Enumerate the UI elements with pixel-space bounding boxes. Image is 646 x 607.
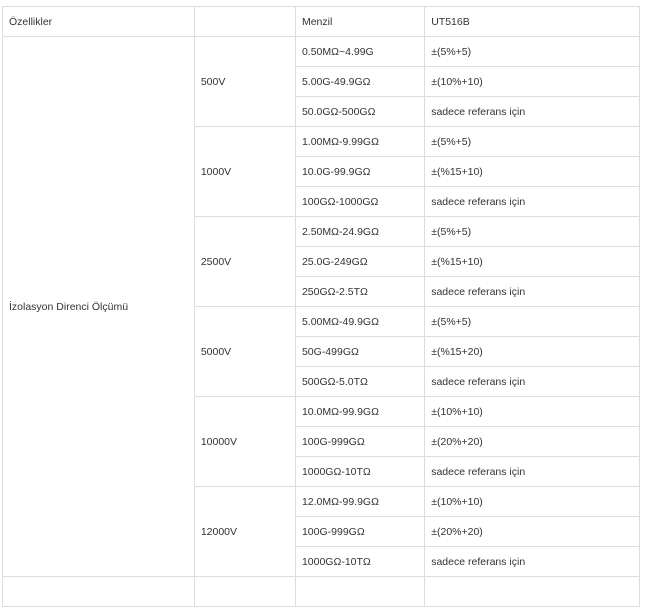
range-cell: 500GΩ-5.0TΩ: [295, 367, 424, 397]
accuracy-cell: ±(%15+20): [425, 337, 640, 367]
range-cell: 5.00MΩ-49.9GΩ: [295, 307, 424, 337]
empty-cell: [295, 577, 424, 607]
accuracy-cell: sadece referans için: [425, 277, 640, 307]
accuracy-cell: ±(10%+10): [425, 67, 640, 97]
range-cell: 10.0MΩ-99.9GΩ: [295, 397, 424, 427]
range-cell: 10.0G-99.9GΩ: [295, 157, 424, 187]
range-cell: 50.0GΩ-500GΩ: [295, 97, 424, 127]
empty-cell: [425, 577, 640, 607]
voltage-cell: 12000V: [194, 487, 295, 577]
accuracy-cell: ±(20%+20): [425, 427, 640, 457]
measurement-label: İzolasyon Direnci Ölçümü: [3, 37, 195, 577]
range-cell: 25.0G-249GΩ: [295, 247, 424, 277]
range-cell: 1000GΩ-10TΩ: [295, 457, 424, 487]
table-row-partial: [3, 577, 640, 607]
voltage-cell: 2500V: [194, 217, 295, 307]
range-cell: 12.0MΩ-99.9GΩ: [295, 487, 424, 517]
header-model: UT516B: [425, 7, 640, 37]
header-row: [3, 7, 640, 37]
accuracy-cell: ±(10%+10): [425, 397, 640, 427]
accuracy-cell: ±(5%+5): [425, 127, 640, 157]
range-cell: 2.50MΩ-24.9GΩ: [295, 217, 424, 247]
range-cell: 100G-999GΩ: [295, 517, 424, 547]
empty-cell: [194, 577, 295, 607]
header-voltage: [194, 7, 295, 37]
accuracy-cell: ±(5%+5): [425, 37, 640, 67]
range-cell: 1.00MΩ-9.99GΩ: [295, 127, 424, 157]
accuracy-cell: sadece referans için: [425, 547, 640, 577]
accuracy-cell: sadece referans için: [425, 97, 640, 127]
accuracy-cell: ±(10%+10): [425, 487, 640, 517]
range-cell: 1000GΩ-10TΩ: [295, 547, 424, 577]
accuracy-cell: ±(5%+5): [425, 217, 640, 247]
voltage-cell: 5000V: [194, 307, 295, 397]
range-cell: 100G-999GΩ: [295, 427, 424, 457]
header-features: Özellikler: [3, 7, 195, 37]
spec-table-body: [3, 7, 640, 607]
accuracy-cell: sadece referans için: [425, 187, 640, 217]
empty-cell: [3, 577, 195, 607]
range-cell: 250GΩ-2.5TΩ: [295, 277, 424, 307]
table-row: [3, 37, 640, 67]
voltage-cell: 500V: [194, 37, 295, 127]
range-cell: 5.00G-49.9GΩ: [295, 67, 424, 97]
range-cell: 0.50MΩ~4.99G: [295, 37, 424, 67]
accuracy-cell: ±(%15+10): [425, 247, 640, 277]
accuracy-cell: ±(%15+10): [425, 157, 640, 187]
voltage-cell: 1000V: [194, 127, 295, 217]
accuracy-cell: ±(5%+5): [425, 307, 640, 337]
spec-table: [2, 6, 640, 607]
range-cell: 50G-499GΩ: [295, 337, 424, 367]
range-cell: 100GΩ-1000GΩ: [295, 187, 424, 217]
accuracy-cell: ±(20%+20): [425, 517, 640, 547]
accuracy-cell: sadece referans için: [425, 367, 640, 397]
voltage-cell: 10000V: [194, 397, 295, 487]
accuracy-cell: sadece referans için: [425, 457, 640, 487]
header-range: Menzil: [295, 7, 424, 37]
